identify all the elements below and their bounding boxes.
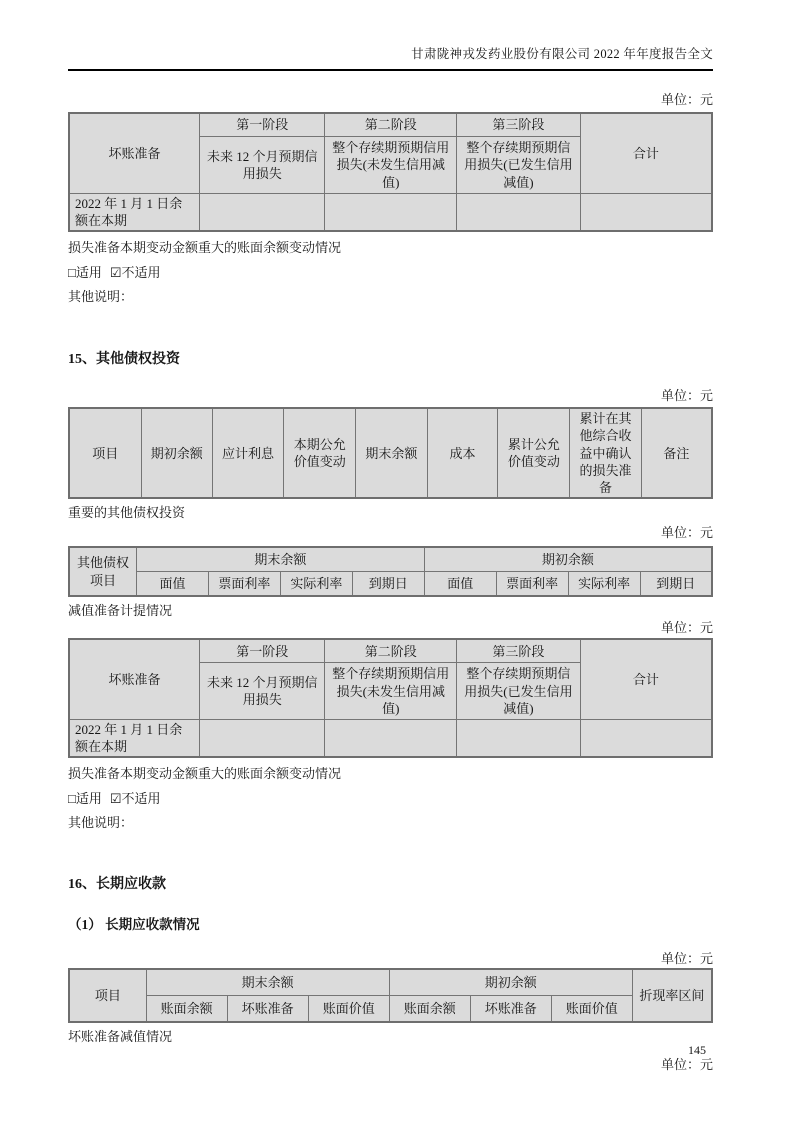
stage1-detail-cell: 未来 12 个月预期信用损失 (200, 137, 325, 194)
applicability-line (68, 792, 713, 806)
subheader-cell: 账面价值 (551, 996, 632, 1023)
checkbox-applicable: □适用 (68, 265, 102, 281)
subheader-cell: 账面余额 (146, 996, 227, 1023)
header-cell: 应计利息 (212, 408, 283, 498)
loss-change-note: 损失准备本期变动金额重大的账面余额变动情况 (68, 766, 342, 782)
table-row (69, 194, 712, 232)
stage2-detail-cell: 整个存续期预期信用损失(未发生信用减值) (325, 137, 457, 194)
value-cell (580, 194, 712, 232)
table-row (69, 639, 712, 663)
subheader-cell: 坏账准备 (227, 996, 308, 1023)
subheader-cell: 票面利率 (496, 572, 568, 597)
header-cell: 成本 (427, 408, 498, 498)
subheader-cell: 到期日 (352, 572, 424, 597)
stage3-header-cell: 第三阶段 (457, 113, 580, 137)
table-row (69, 113, 712, 137)
bad-debt-impairment-note: 坏账准备减值情况 (68, 1029, 173, 1045)
group-header-beginning-balance: 期初余额 (389, 969, 632, 996)
subheader-cell: 到期日 (640, 572, 712, 597)
stage3-detail-cell: 整个存续期预期信用损失(已发生信用减值) (457, 137, 580, 194)
unit-label: 单位：元 (660, 525, 713, 541)
table-row (69, 408, 712, 498)
table-row (69, 720, 712, 758)
long-term-receivables-table (68, 968, 713, 1023)
corner-header-cell: 坏账准备 (69, 639, 200, 720)
table-row (69, 572, 712, 597)
unit-label: 单位：元 (660, 388, 713, 404)
header-cell: 本期公允价值变动 (284, 408, 356, 498)
checkbox-not-applicable: ☑不适用 (109, 265, 161, 281)
corner-header-cell: 项目 (69, 969, 146, 1022)
stage1-header-cell: 第一阶段 (200, 113, 325, 137)
corner-header-cell: 坏账准备 (69, 113, 200, 194)
page-content (68, 0, 713, 1072)
checkbox-applicable: □适用 (68, 791, 102, 807)
important-other-debt-note: 重要的其他债权投资 (68, 505, 186, 521)
other-debt-investment-table (68, 407, 713, 499)
section-16-sub-heading: （1） 长期应收款情况 (68, 917, 200, 933)
stage3-header-cell: 第三阶段 (457, 639, 580, 663)
impairment-provision-note: 减值准备计提情况 (68, 603, 173, 619)
header-cell: 累计公允价值变动 (498, 408, 570, 498)
header-cell: 期末余额 (356, 408, 427, 498)
stage2-header-cell: 第二阶段 (325, 639, 457, 663)
stage1-header-cell: 第一阶段 (200, 639, 325, 663)
value-cell (200, 194, 325, 232)
header-cell: 项目 (69, 408, 141, 498)
total-header-cell: 合计 (580, 113, 712, 194)
total-header-cell: 合计 (580, 639, 712, 720)
page-header-title: 甘肃陇神戎发药业股份有限公司 2022 年年度报告全文 (411, 47, 713, 61)
bad-debt-provision-table (68, 112, 713, 232)
applicability-line (68, 266, 713, 280)
section-15-heading: 15、其他债权投资 (68, 352, 180, 368)
value-cell (457, 194, 580, 232)
row-label-cell: 2022 年 1 月 1 日余额在本期 (69, 194, 200, 232)
value-cell (457, 720, 580, 758)
group-header-beginning-balance: 期初余额 (424, 547, 712, 572)
group-header-ending-balance: 期末余额 (137, 547, 425, 572)
row-label-cell: 2022 年 1 月 1 日余额在本期 (69, 720, 200, 758)
corner-header-cell: 其他债权项目 (69, 547, 137, 596)
subheader-cell: 面值 (137, 572, 209, 597)
unit-label: 单位：元 (660, 1057, 713, 1073)
checkbox-not-applicable: ☑不适用 (109, 791, 161, 807)
value-cell (325, 720, 457, 758)
stage3-detail-cell: 整个存续期预期信用损失(已发生信用减值) (457, 663, 580, 720)
subheader-cell: 面值 (424, 572, 496, 597)
loss-change-note: 损失准备本期变动金额重大的账面余额变动情况 (68, 240, 342, 256)
page-number: 145 (688, 1043, 706, 1057)
other-debt-items-table (68, 546, 713, 597)
unit-label: 单位：元 (660, 951, 713, 967)
stage2-detail-cell: 整个存续期预期信用损失(未发生信用减值) (325, 663, 457, 720)
header-cell: 备注 (641, 408, 712, 498)
discount-rate-header-cell: 折现率区间 (632, 969, 712, 1022)
subheader-cell: 坏账准备 (470, 996, 551, 1023)
subheader-cell: 实际利率 (280, 572, 352, 597)
header-cell: 期初余额 (141, 408, 212, 498)
subheader-cell: 账面价值 (308, 996, 389, 1023)
stage1-detail-cell: 未来 12 个月预期信用损失 (200, 663, 325, 720)
stage2-header-cell: 第二阶段 (325, 113, 457, 137)
header-rule (68, 69, 713, 71)
subheader-cell: 实际利率 (568, 572, 640, 597)
bad-debt-provision-table (68, 638, 713, 758)
subheader-cell: 票面利率 (208, 572, 280, 597)
unit-label: 单位：元 (660, 92, 713, 107)
table-row (69, 996, 712, 1023)
subheader-cell: 账面余额 (389, 996, 470, 1023)
value-cell (325, 194, 457, 232)
section-16-heading: 16、长期应收款 (68, 877, 166, 893)
other-notes-label: 其他说明： (68, 289, 134, 305)
header-cell: 累计在其他综合收益中确认的损失准备 (570, 408, 641, 498)
value-cell (580, 720, 712, 758)
group-header-ending-balance: 期末余额 (146, 969, 389, 996)
other-notes-label: 其他说明： (68, 815, 134, 831)
table-row (69, 547, 712, 572)
value-cell (200, 720, 325, 758)
unit-label: 单位：元 (660, 620, 713, 636)
table-row (69, 969, 712, 996)
